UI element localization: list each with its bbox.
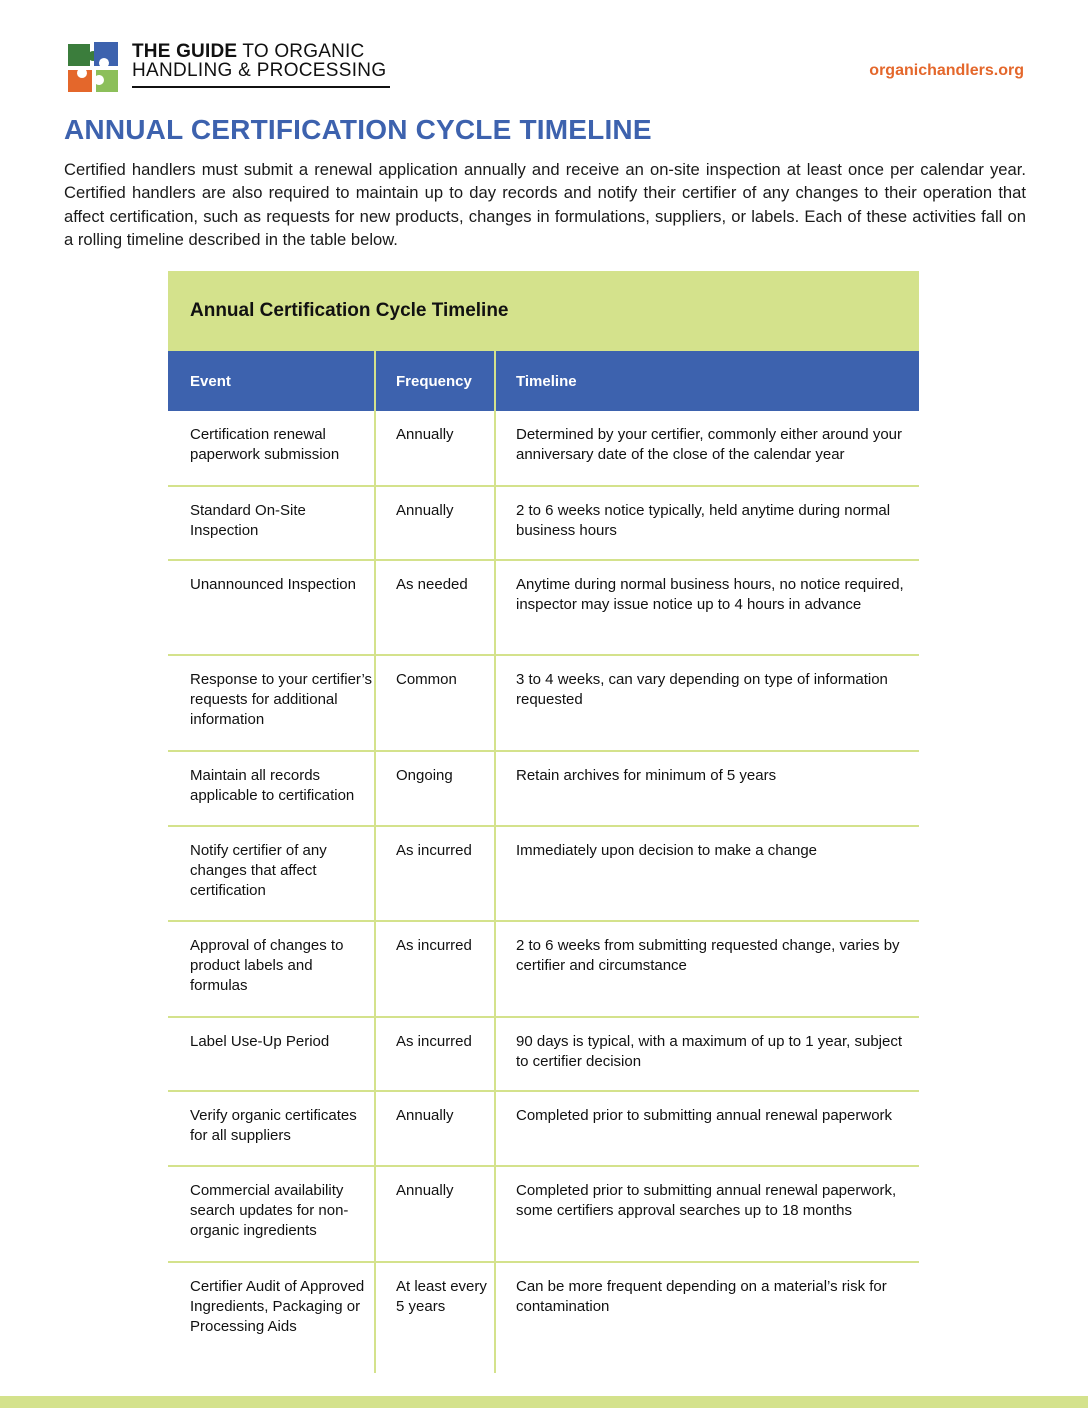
event-cell: Certifier Audit of Approved Ingredients, Packaging or Processing Aids — [168, 1263, 376, 1373]
table-row — [168, 487, 919, 561]
table-row — [168, 752, 919, 827]
intro-paragraph: Certified handlers must submit a renewal application annually and receive an on-site inspection at least once per calendar year. Certified handlers are also required to maintain up to day records and notify their certifier of any changes to their operation that affect certification, such as requests for new products, changes in formulations, suppliers, or labels. Each of these activities fall on a rolling timeline described in the table below. — [64, 160, 1026, 249]
header-timeline: Timeline — [516, 372, 577, 390]
event-cell: Unannounced Inspection — [168, 561, 376, 654]
page-title: ANNUAL CERTIFICATION CYCLE TIMELINE — [64, 114, 652, 145]
timeline-cell: Completed prior to submitting annual renewal paperwork, some certifiers approval searches up to 18 months — [516, 1182, 897, 1219]
event-cell: Standard On-Site Inspection — [168, 487, 376, 559]
event-cell: Notify certifier of any changes that affect certification — [168, 827, 376, 920]
header — [64, 38, 1024, 96]
site-url-link[interactable]: organichandlers.org — [869, 62, 1024, 79]
logo-underline — [132, 86, 390, 88]
frequency-cell: Annually — [376, 487, 496, 559]
frequency-cell: Annually — [376, 1092, 496, 1165]
table-title: Annual Certification Cycle Timeline — [190, 300, 509, 321]
table-row — [168, 1092, 919, 1167]
event-cell: Verify organic certificates for all suppliers — [168, 1092, 376, 1165]
table-row — [168, 922, 919, 1018]
event-cell: Label Use-Up Period — [168, 1018, 376, 1090]
timeline-cell: Completed prior to submitting annual renewal paperwork — [516, 1107, 893, 1124]
event-cell: Response to your certifier’s requests for additional information — [168, 656, 376, 750]
timeline-cell: Retain archives for minimum of 5 years — [516, 767, 777, 784]
logo-wordmark — [132, 42, 386, 80]
timeline-cell: 90 days is typical, with a maximum of up to 1 year, subject to certifier decision — [516, 1033, 903, 1070]
timeline-cell: Immediately upon decision to make a change — [516, 842, 818, 859]
timeline-cell: Can be more frequent depending on a material’s risk for contamination — [516, 1278, 887, 1315]
event-cell: Commercial availability search updates for non-organic ingredients — [168, 1167, 376, 1261]
table-row — [168, 411, 919, 487]
table-row — [168, 1167, 919, 1263]
frequency-cell: Ongoing — [376, 752, 496, 825]
frequency-cell: At least every 5 years — [376, 1263, 496, 1373]
timeline-table — [168, 271, 919, 1373]
table-row — [168, 561, 919, 656]
timeline-cell: Anytime during normal business hours, no notice required, inspector may issue notice up to 4 hours in advance — [516, 576, 904, 613]
timeline-cell: 2 to 6 weeks notice typically, held anytime during normal business hours — [516, 502, 891, 539]
table-title-bar — [168, 271, 919, 351]
timeline-cell: Determined by your certifier, commonly either around your anniversary date of the close of the calendar year — [516, 426, 903, 463]
frequency-cell: Annually — [376, 1167, 496, 1261]
event-cell: Certification renewal paperwork submission — [168, 411, 376, 485]
puzzle-logo-icon — [64, 38, 122, 96]
table-row — [168, 827, 919, 922]
table-row — [168, 656, 919, 752]
event-cell: Approval of changes to product labels and formulas — [168, 922, 376, 1016]
table-header-row — [168, 351, 919, 411]
event-cell: Maintain all records applicable to certification — [168, 752, 376, 825]
frequency-cell: Annually — [376, 411, 496, 485]
table-row — [168, 1263, 919, 1373]
header-event: Event — [168, 351, 376, 411]
frequency-cell: As incurred — [376, 922, 496, 1016]
timeline-cell: 3 to 4 weeks, can vary depending on type of information requested — [516, 671, 888, 708]
frequency-cell: Common — [376, 656, 496, 750]
table-row — [168, 1018, 919, 1092]
logo-line1-light: TO ORGANIC — [237, 41, 365, 62]
logo-line2: HANDLING & PROCESSING — [132, 60, 387, 81]
logo-line1-bold: THE GUIDE — [132, 41, 238, 62]
frequency-cell: As incurred — [376, 827, 496, 920]
frequency-cell: As incurred — [376, 1018, 496, 1090]
timeline-cell: 2 to 6 weeks from submitting requested change, varies by certifier and circumstance — [516, 937, 900, 974]
footer-bar — [0, 1396, 1088, 1408]
header-frequency: Frequency — [376, 351, 496, 411]
frequency-cell: As needed — [376, 561, 496, 654]
